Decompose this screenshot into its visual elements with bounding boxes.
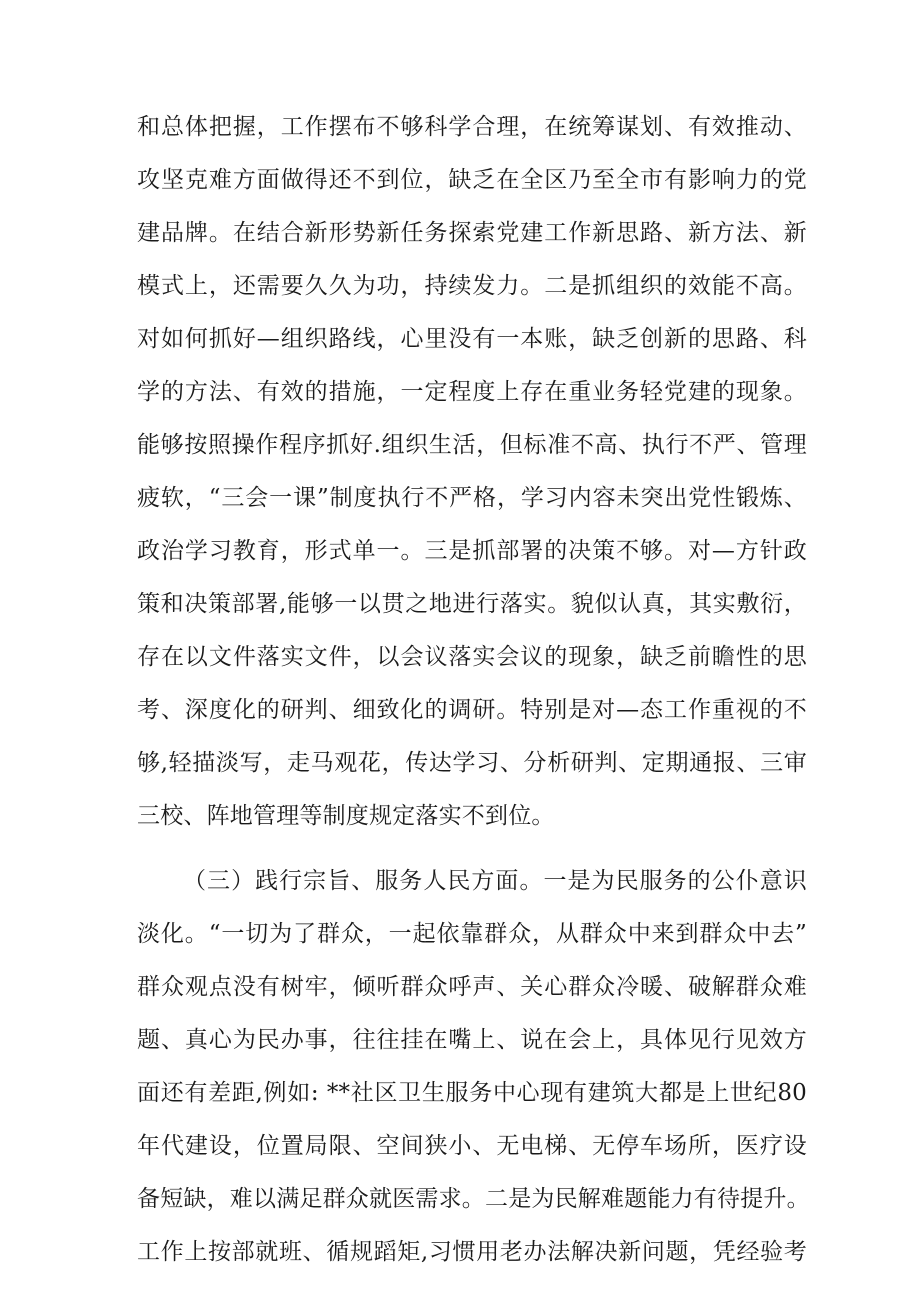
- text-line: 群众观点没有树牢，倾听群众呼声、关心群众冷暖、破解群众难: [137, 974, 807, 1000]
- text-line: 和总体把握，工作摆布不够科学合理，在统筹谋划、有效推动、: [137, 114, 807, 140]
- text-line: 淡化。“一切为了群众，一起依靠群众，从群众中来到群众中去”: [137, 921, 807, 947]
- text-line: 政治学习教育，形式单一。三是抓部署的决策不够。对—方针政: [137, 538, 807, 564]
- text-line: 备短缺，难以满足群众就医需求。二是为民解难题能力有待提升。: [137, 1186, 810, 1212]
- text-line: 疲软，“三会一课”制度执行不严格，学习内容未突出党性锻炼、: [137, 485, 807, 511]
- text-line: 建品牌。在结合新形势新任务探索党建工作新思路、新方法、新: [137, 220, 807, 246]
- text-line: 对如何抓好—组织路线，心里没有一本账，缺乏创新的思路、科: [137, 326, 807, 352]
- section-heading-line: （三）践行宗旨、服务人民方面。一是为民服务的公仆意识: [183, 868, 807, 894]
- text-line: 策和决策部署,能够一以贯之地进行落实。貌似认真，其实敷衍，: [137, 591, 807, 617]
- text-line: 存在以文件落实文件，以会议落实会议的现象，缺乏前瞻性的思: [137, 644, 807, 670]
- text-line: 能够按照操作程序抓好.组织生活，但标准不高、执行不严、管理: [137, 432, 807, 458]
- text-line: 年代建设，位置局限、空间狭小、无电梯、无停车场所，医疗设: [137, 1133, 807, 1159]
- text-line: 面还有差距,例如: **社区卫生服务中心现有建筑大都是上世纪80: [137, 1080, 807, 1106]
- text-line: 模式上，还需要久久为功，持续发力。二是抓组织的效能不高。: [137, 273, 807, 299]
- text-line: 题、真心为民办事，往往挂在嘴上、说在会上，具体见行见效方: [137, 1027, 807, 1053]
- text-line: 三校、阵地管理等制度规定落实不到位。: [137, 803, 555, 829]
- text-line: 工作上按部就班、循规蹈矩,习惯用老办法解决新问题，凭经验考: [137, 1239, 807, 1265]
- text-line: 考、深度化的研判、细致化的调研。特别是对—态工作重视的不: [137, 697, 807, 723]
- text-line: 攻坚克难方面做得还不到位，缺乏在全区乃至全市有影响力的党: [137, 167, 807, 193]
- text-line: 学的方法、有效的措施，一定程度上存在重业务轻党建的现象。: [137, 379, 807, 405]
- text-line: 够,轻描淡写，走马观花，传达学习、分析研判、定期通报、三审: [137, 750, 807, 776]
